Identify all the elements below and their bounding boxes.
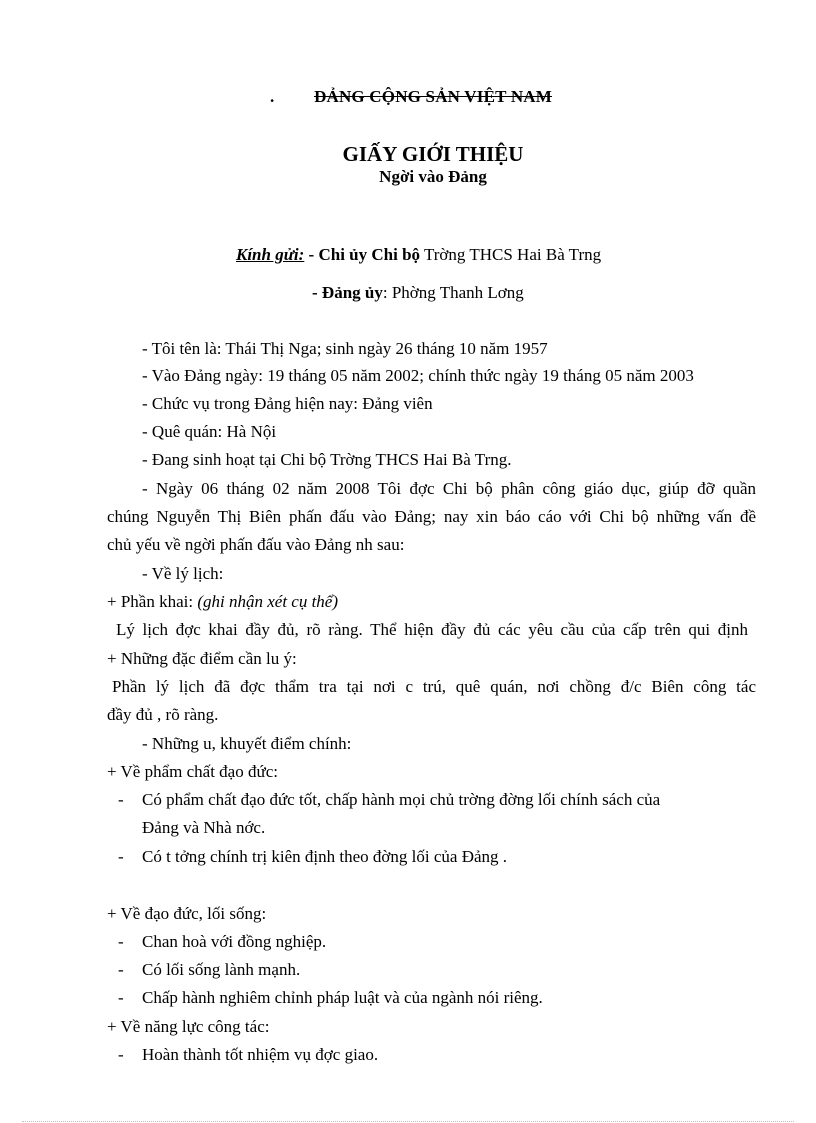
section-heading: + Về đạo đức, lối sống: — [107, 904, 267, 923]
bullet-continuation: Đảng và Nhà nớc. — [142, 818, 266, 837]
body-line: - Về lý lịch: — [142, 564, 224, 583]
body-line: - Chức vụ trong Đảng hiện nay: Đảng viên — [142, 394, 433, 413]
body-line: Lý lịch đợc khai đầy đủ, rõ ràng. Thể hiện đầy đủ các yêu cầu của cấp trên qui định — [116, 620, 748, 639]
section-label: + Phần khai: — [107, 592, 198, 611]
section-heading: + Những đặc điểm cần lu ý: — [107, 649, 297, 668]
document-subtitle: Ngời vào Đảng — [379, 167, 487, 186]
bullet-text: Có phẩm chất đạo đức tốt, chấp hành mọi chủ trờng đờng lối chính sách của — [142, 790, 661, 809]
bullet-item — [118, 791, 660, 808]
body-line: - Ngày 06 tháng 02 năm 2008 Tôi đợc Chi bộ phân công giáo dục, giúp đỡ quần — [142, 479, 756, 498]
body-line: chúng Nguyễn Thị Biên phấn đấu vào Đảng; nay xin báo cáo với Chi bộ những vấn đề — [107, 507, 756, 526]
bullet-dash: - — [118, 960, 124, 979]
section-heading — [107, 593, 338, 610]
bullet-dash: - — [118, 1045, 124, 1064]
bullet-text: Chấp hành nghiêm chỉnh pháp luật và của ngành nói riêng. — [142, 988, 543, 1007]
bullet-item — [118, 848, 507, 865]
body-line: - Tôi tên là: Thái Thị Nga; sinh ngày 26 tháng 10 năm 1957 — [142, 339, 548, 358]
body-line: - Vào Đảng ngày: 19 tháng 05 năm 2002; chính thức ngày 19 tháng 05 năm 2003 — [142, 366, 694, 385]
bullet-dash: - — [118, 790, 124, 809]
section-heading: + Về năng lực công tác: — [107, 1017, 270, 1036]
header-dot: . — [270, 87, 275, 106]
recipient-2-name: - Đảng ủy — [312, 283, 383, 302]
bullet-dash: - — [118, 988, 124, 1007]
body-line: - Đang sinh hoạt tại Chi bộ Trờng THCS Hai Bà Trng. — [142, 450, 512, 469]
bullet-text: Hoàn thành tốt nhiệm vụ đợc giao. — [142, 1045, 379, 1064]
page-bottom-divider — [22, 1121, 794, 1122]
recipient-2-detail: : Phờng Thanh Lơng — [382, 283, 524, 302]
body-line: chủ yếu về ngời phấn đấu vào Đảng nh sau: — [107, 535, 405, 554]
section-note: (ghi nhận xét cụ thể) — [197, 592, 339, 611]
bullet-item — [118, 961, 300, 978]
party-name: ĐẢNG CỘNG SẢN VIỆT NAM — [314, 87, 553, 106]
bullet-text: Có t tởng chính trị kiên định theo đờng lối của Đảng . — [142, 847, 508, 866]
section-heading: + Về phẩm chất đạo đức: — [107, 762, 278, 781]
bullet-dash: - — [118, 847, 124, 866]
body-line: Phần lý lịch đã đợc thẩm tra tại nơi c trú, quê quán, nơi chồng đ/c Biên công tác — [112, 677, 756, 696]
body-line: - Những u, khuyết điểm chính: — [142, 734, 352, 753]
recipient-1-name: - Chi ủy Chi bộ — [304, 245, 421, 264]
bullet-item — [118, 989, 543, 1006]
bullet-item — [118, 1046, 378, 1063]
bullet-text: Chan hoà với đồng nghiệp. — [142, 932, 327, 951]
bullet-dash: - — [118, 932, 124, 951]
party-header — [270, 88, 552, 105]
bullet-text: Có lối sống lành mạnh. — [142, 960, 301, 979]
recipient-line-1 — [236, 246, 601, 263]
recipient-label: Kính gửi: — [236, 245, 305, 264]
bullet-item — [118, 933, 326, 950]
body-line: đầy đủ , rõ ràng. — [107, 705, 219, 724]
body-line: - Quê quán: Hà Nội — [142, 422, 277, 441]
recipient-line-2 — [312, 284, 524, 301]
recipient-1-detail: Trờng THCS Hai Bà Trng — [420, 245, 602, 264]
document-title: GIẤY GIỚI THIỆU — [342, 142, 524, 166]
